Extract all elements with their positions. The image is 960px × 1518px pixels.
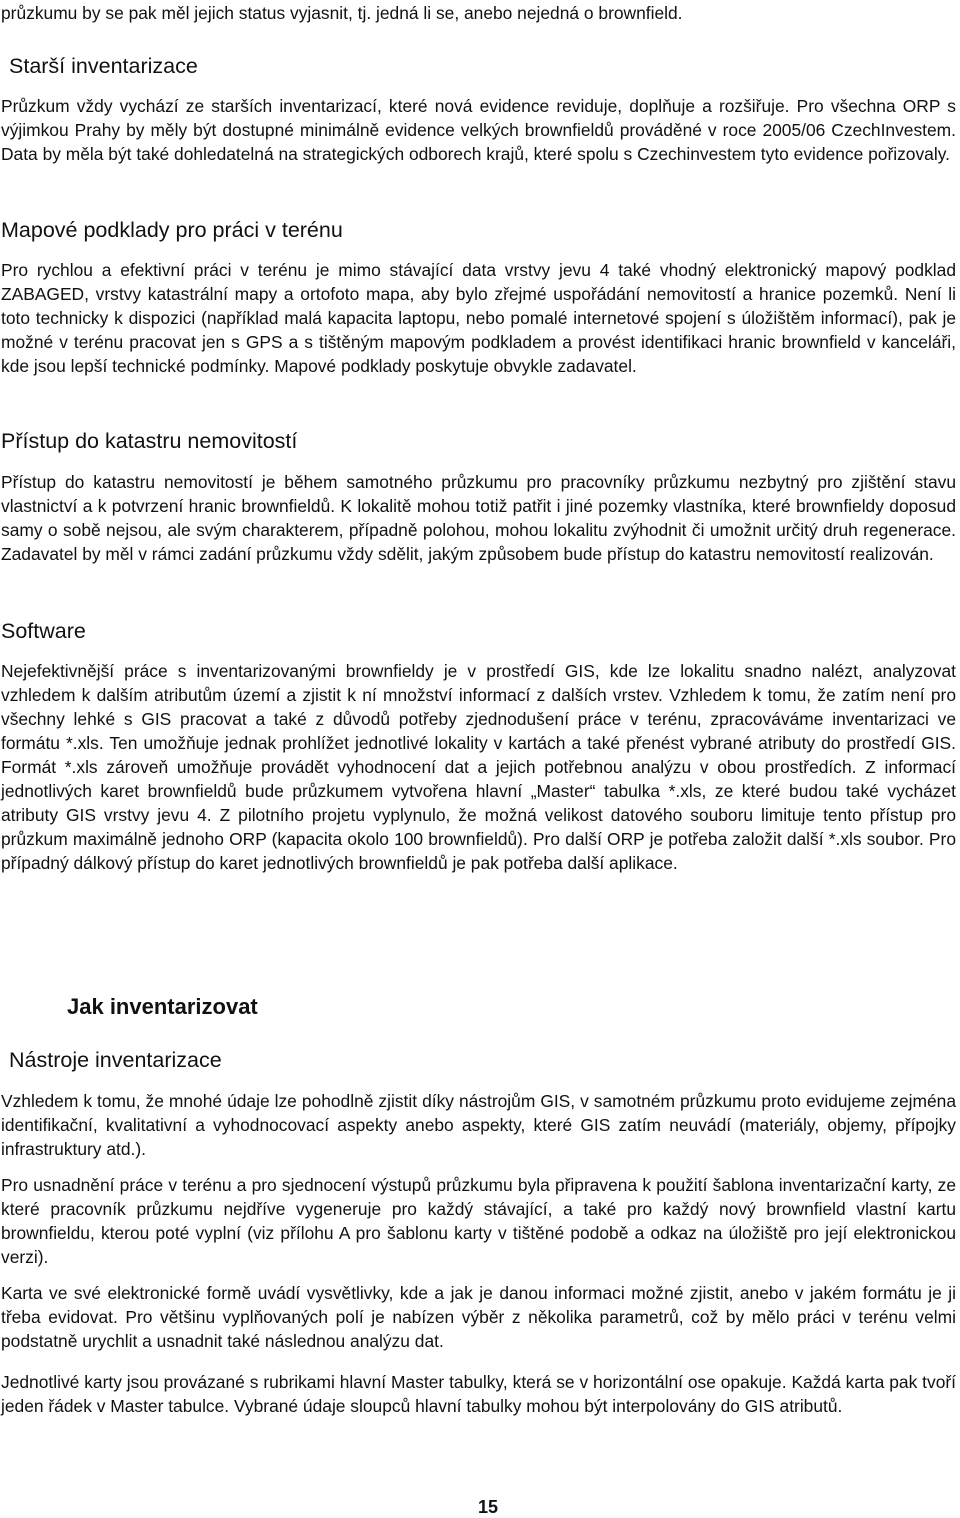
paragraph-mapove-podklady: Pro rychlou a efektivní práci v terénu je mimo stávající data vrstvy jevu 4 také vhodný elektronický mapový podklad ZABAGED, vrstvy katastrální mapy a ortofoto mapa, aby bylo zřejmé uspořádání nemovitostí a hranice pozemků. Není li toto technicky k dispozici (například malá kapacita laptopu, nebo pomalé internetové spojení s úložištěm informací), pak je možné v terénu pracovat jen s GPS a s tištěným mapovým podkladem a provést identifikaci hranic brownfield v kanceláři, kde jsou lepší technické podmínky. Mapové podklady poskytuje obvykle zadavatel. xyxy=(1,260,956,376)
paragraph-pristup-do-katastru: Přístup do katastru nemovitostí je během samotného průzkumu pro pracovníky průzkumu nezbytný pro zjištění stavu vlastnictví a k potvrzení hranic brownfieldů. K lokalitě mohou totiž patřit i jiné pozemky vlastníka, které brownfieldy doposud samy o sobě nejsou, ale svým charakterem, případně polohou, mohou lokalitu zvýhodnit či umožnit určitý druh regenerace. Zadavatel by měl v rámci zadání průzkumu vždy sdělit, jakým způsobem bude přístup do katastru nemovitostí realizován. xyxy=(1,472,956,564)
page-number: 15 xyxy=(477,1497,499,1517)
paragraph-nastroje-2: Pro usnadnění práce v terénu a pro sjednocení výstupů průzkumu byla připravena k použití šablona inventarizační karty, ze které pracovník průzkumu nejdříve vygeneruje pro každý stávající, a také pro každý nový brownfield vlastní kartu brownfieldu, kterou poté vyplní (viz přílohu A pro šablonu karty v tištěné podobě a odkaz na úložiště pro její elektronickou verzi). xyxy=(1,1175,956,1267)
heading-starsi-inventarizace: Starší inventarizace xyxy=(9,54,198,78)
chapter-heading: Jak inventarizovat xyxy=(67,994,258,1019)
intro-fragment: průzkumu by se pak měl jejich status vyjasnit, tj. jedná li se, anebo nejedná o brownfield. xyxy=(1,3,683,23)
paragraph-nastroje-4: Jednotlivé karty jsou provázané s rubrikami hlavní Master tabulky, která se v horizontální ose opakuje. Každá karta pak tvoří jeden řádek v Master tabulce. Vybrané údaje sloupců hlavní tabulky mohou být interpolovány do GIS atributů. xyxy=(1,1372,956,1416)
heading-pristup-do-katastru: Přístup do katastru nemovitostí xyxy=(1,429,298,453)
heading-software: Software xyxy=(1,619,86,643)
paragraph-nastroje-1: Vzhledem k tomu, že mnohé údaje lze pohodlně zjistit díky nástrojům GIS, v samotném průzkumu proto evidujeme zejména identifikační, kvalitativní a vyhodnocovací aspekty anebo aspekty, které GIS zatím neuvádí (materiály, objemy, přípojky infrastruktury atd.). xyxy=(1,1091,956,1159)
heading-nastroje-inventarizace: Nástroje inventarizace xyxy=(9,1048,222,1072)
paragraph-nastroje-3: Karta ve své elektronické formě uvádí vysvětlivky, kde a jak je danou informaci možné zjistit, anebo v jakém formátu je ji třeba evidovat. Pro většinu vyplňovaných polí je nabízen výběr z několika parametrů, což by mělo práci v terénu velmi podstatně urychlit a usnadnit také následnou analýzu dat. xyxy=(1,1283,956,1351)
paragraph-starsi-inventarizace: Průzkum vždy vychází ze starších inventarizací, které nová evidence reviduje, doplňuje a rozšiřuje. Pro všechna ORP s výjimkou Prahy by měly být dostupné minimálně evidence velkých brownfieldů prováděné v roce 2005/06 CzechInvestem. Data by měla být také dohledatelná na strategických odborech krajů, které spolu s Czechinvestem tyto evidence pořizovaly. xyxy=(1,96,956,164)
heading-mapove-podklady: Mapové podklady pro práci v terénu xyxy=(1,218,343,242)
paragraph-software: Nejefektivnější práce s inventarizovanými brownfieldy je v prostředí GIS, kde lze lokalitu snadno nalézt, analyzovat vzhledem k dalším atributům území a zjistit k ní množství informací z dalších vrstev. Vzhledem k tomu, že zatím není pro všechny lehké s GIS pracovat a také z důvodů potřeby zjednodušení práce v terénu, zpracováváme inventarizaci ve formátu *.xls. Ten umožňuje jednak prohlížet jednotlivé lokality v kartách a také přenést vybrané atributy do prostředí GIS. Formát *.xls zároveň umožňuje provádět vyhodnocení dat a jejich potřebnou analýzu v obou prostředích. Z informací jednotlivých karet brownfieldů bude průzkumem vytvořena hlavní „Master“ tabulka *.xls, ze které budou také vycházet atributy GIS vrstvy jevu 4. Z pilotního projetu vyplynulo, že možná velikost datového souboru limituje tento přístup pro průzkum maximálně jednoho ORP (kapacita okolo 100 brownfieldů). Pro další ORP je potřeba založit další *.xls soubor. Pro případný dálkový přístup do karet jednotlivých brownfieldů je pak potřeba další aplikace. xyxy=(1,661,956,873)
